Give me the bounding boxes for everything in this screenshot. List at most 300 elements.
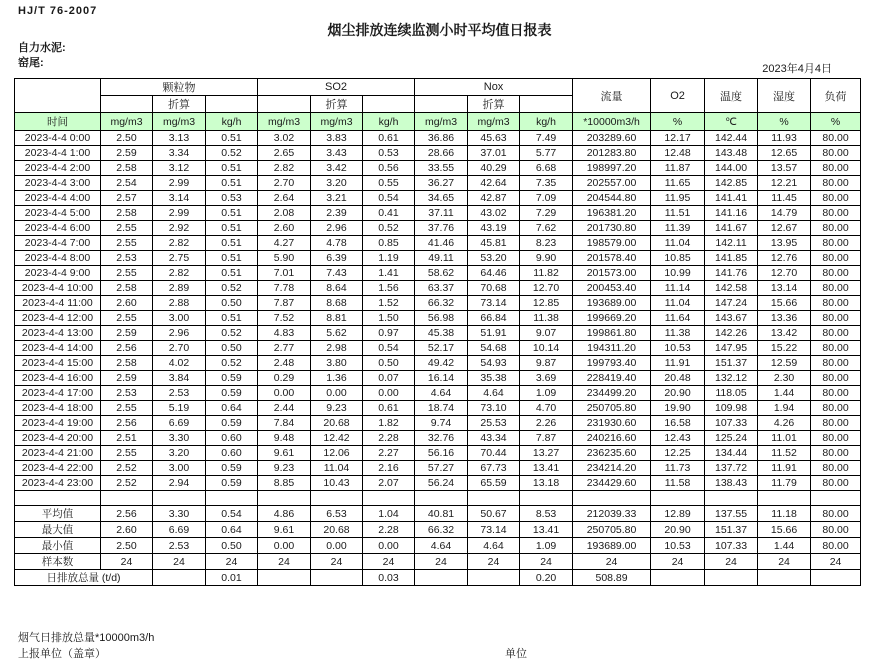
unit-percent: % bbox=[651, 113, 705, 131]
value-cell: 1.04 bbox=[363, 506, 415, 522]
group-load: 负荷 bbox=[811, 79, 861, 113]
row-label-cell: 2023-4-4 8:00 bbox=[15, 251, 101, 266]
value-cell: 1.56 bbox=[363, 281, 415, 296]
row-label-cell: 2023-4-4 5:00 bbox=[15, 206, 101, 221]
value-cell: 0.00 bbox=[258, 538, 311, 554]
row-label-cell: 2023-4-4 16:00 bbox=[15, 371, 101, 386]
value-cell: 4.64 bbox=[415, 538, 468, 554]
value-cell: 20.68 bbox=[311, 416, 363, 431]
value-cell: 141.85 bbox=[705, 251, 758, 266]
value-cell: 3.02 bbox=[258, 131, 311, 146]
value-cell: 2.59 bbox=[101, 371, 153, 386]
value-cell: 7.01 bbox=[258, 266, 311, 281]
value-cell: 2.26 bbox=[520, 416, 573, 431]
value-cell: 2.96 bbox=[153, 326, 206, 341]
row-label-cell: 2023-4-4 12:00 bbox=[15, 311, 101, 326]
value-cell: 70.68 bbox=[468, 281, 520, 296]
value-cell: 80.00 bbox=[811, 281, 861, 296]
value-cell: 1.82 bbox=[363, 416, 415, 431]
value-cell: 63.37 bbox=[415, 281, 468, 296]
value-cell: 12.67 bbox=[758, 221, 811, 236]
value-cell: 250705.80 bbox=[573, 401, 651, 416]
table-row bbox=[15, 206, 861, 221]
value-cell: 11.65 bbox=[651, 176, 705, 191]
value-cell: 2.53 bbox=[153, 538, 206, 554]
value-cell: 11.45 bbox=[758, 191, 811, 206]
value-cell: 1.09 bbox=[520, 386, 573, 401]
value-cell: 5.19 bbox=[153, 401, 206, 416]
value-cell: 4.02 bbox=[153, 356, 206, 371]
value-cell: 1.50 bbox=[363, 311, 415, 326]
value-cell: 2.55 bbox=[101, 446, 153, 461]
value-cell: 43.19 bbox=[468, 221, 520, 236]
value-cell: 2.77 bbox=[258, 341, 311, 356]
value-cell: 12.70 bbox=[520, 281, 573, 296]
table-row bbox=[15, 296, 861, 311]
value-cell: 0.00 bbox=[311, 386, 363, 401]
summary-row bbox=[15, 506, 861, 522]
value-cell: 2.60 bbox=[101, 296, 153, 311]
value-cell: 6.53 bbox=[311, 506, 363, 522]
value-cell: 37.76 bbox=[415, 221, 468, 236]
value-cell: 2.59 bbox=[101, 146, 153, 161]
value-cell: 1.09 bbox=[520, 538, 573, 554]
row-label-cell: 2023-4-4 19:00 bbox=[15, 416, 101, 431]
value-cell: 0.52 bbox=[363, 221, 415, 236]
value-cell: 6.39 bbox=[311, 251, 363, 266]
value-cell: 9.74 bbox=[415, 416, 468, 431]
value-cell: 196381.20 bbox=[573, 206, 651, 221]
value-cell: 0.51 bbox=[206, 311, 258, 326]
value-cell bbox=[705, 570, 758, 586]
site-label: 窑尾: bbox=[18, 57, 44, 69]
value-cell: 20.90 bbox=[651, 522, 705, 538]
value-cell: 234429.60 bbox=[573, 476, 651, 491]
value-cell: 40.81 bbox=[415, 506, 468, 522]
value-cell: 0.50 bbox=[206, 538, 258, 554]
value-cell: 2.82 bbox=[258, 161, 311, 176]
value-cell: 7.52 bbox=[258, 311, 311, 326]
value-cell: 57.27 bbox=[415, 461, 468, 476]
table-row bbox=[15, 431, 861, 446]
report-date: 2023年4月4日 bbox=[762, 63, 832, 75]
value-cell: 2.92 bbox=[153, 221, 206, 236]
value-cell: 0.52 bbox=[206, 146, 258, 161]
value-cell: 18.74 bbox=[415, 401, 468, 416]
row-label-cell: 2023-4-4 6:00 bbox=[15, 221, 101, 236]
value-cell: 5.90 bbox=[258, 251, 311, 266]
table-row bbox=[15, 131, 861, 146]
value-cell: 80.00 bbox=[811, 506, 861, 522]
value-cell: 12.76 bbox=[758, 251, 811, 266]
unit-mgm3: mg/m3 bbox=[468, 113, 520, 131]
value-cell: 2.39 bbox=[311, 206, 363, 221]
value-cell: 1.41 bbox=[363, 266, 415, 281]
value-cell: 142.85 bbox=[705, 176, 758, 191]
unit-flow: *10000m3/h bbox=[573, 113, 651, 131]
value-cell: 2.50 bbox=[101, 131, 153, 146]
value-cell: 13.36 bbox=[758, 311, 811, 326]
value-cell: 3.00 bbox=[153, 461, 206, 476]
unit-mgm3: mg/m3 bbox=[258, 113, 311, 131]
value-cell: 10.85 bbox=[651, 251, 705, 266]
value-cell: 5.62 bbox=[311, 326, 363, 341]
value-cell: 2.53 bbox=[101, 386, 153, 401]
unit-kgh: kg/h bbox=[206, 113, 258, 131]
value-cell: 2.70 bbox=[153, 341, 206, 356]
value-cell: 28.66 bbox=[415, 146, 468, 161]
value-cell: 67.73 bbox=[468, 461, 520, 476]
value-cell: 0.55 bbox=[363, 176, 415, 191]
value-cell: 0.53 bbox=[206, 191, 258, 206]
blank-cell bbox=[258, 96, 311, 113]
value-cell: 3.30 bbox=[153, 506, 206, 522]
table-row bbox=[15, 401, 861, 416]
row-label-cell: 2023-4-4 4:00 bbox=[15, 191, 101, 206]
value-cell: 80.00 bbox=[811, 296, 861, 311]
value-cell: 0.59 bbox=[206, 416, 258, 431]
row-label-cell: 2023-4-4 18:00 bbox=[15, 401, 101, 416]
row-label-cell: 2023-4-4 13:00 bbox=[15, 326, 101, 341]
value-cell: 11.51 bbox=[651, 206, 705, 221]
row-label-cell: 2023-4-4 1:00 bbox=[15, 146, 101, 161]
value-cell: 13.18 bbox=[520, 476, 573, 491]
table-row bbox=[15, 461, 861, 476]
flow-total-note: 烟气日排放总量*10000m3/h bbox=[18, 632, 155, 644]
table-row bbox=[15, 386, 861, 401]
value-cell: 2.99 bbox=[153, 176, 206, 191]
converted-label-pm: 折算 bbox=[153, 96, 206, 113]
table-row bbox=[15, 191, 861, 206]
time-column-header: 时间 bbox=[15, 113, 101, 131]
daily-total-label: 日排放总量 (t/d) bbox=[15, 570, 153, 586]
value-cell: 14.79 bbox=[758, 206, 811, 221]
group-pm: 颗粒物 bbox=[101, 79, 258, 96]
row-label-cell: 2023-4-4 21:00 bbox=[15, 446, 101, 461]
value-cell bbox=[206, 491, 258, 506]
value-cell: 7.49 bbox=[520, 131, 573, 146]
value-cell: 0.59 bbox=[206, 386, 258, 401]
row-label-cell bbox=[15, 491, 101, 506]
value-cell: 12.25 bbox=[651, 446, 705, 461]
value-cell: 199861.80 bbox=[573, 326, 651, 341]
value-cell: 2.82 bbox=[153, 266, 206, 281]
value-cell: 2.52 bbox=[101, 476, 153, 491]
value-cell: 11.87 bbox=[651, 161, 705, 176]
value-cell: 50.67 bbox=[468, 506, 520, 522]
value-cell: 2.60 bbox=[258, 221, 311, 236]
group-so2: SO2 bbox=[258, 79, 415, 96]
value-cell: 0.59 bbox=[206, 476, 258, 491]
value-cell: 147.95 bbox=[705, 341, 758, 356]
value-cell: 8.64 bbox=[311, 281, 363, 296]
unit-percent: % bbox=[811, 113, 861, 131]
row-label-cell: 2023-4-4 20:00 bbox=[15, 431, 101, 446]
header-group-row bbox=[15, 79, 861, 96]
value-cell: 0.51 bbox=[206, 221, 258, 236]
value-cell: 0.00 bbox=[363, 538, 415, 554]
value-cell: 2.08 bbox=[258, 206, 311, 221]
value-cell: 0.85 bbox=[363, 236, 415, 251]
value-cell: 15.66 bbox=[758, 296, 811, 311]
value-cell: 13.57 bbox=[758, 161, 811, 176]
value-cell: 201283.80 bbox=[573, 146, 651, 161]
value-cell: 0.51 bbox=[206, 266, 258, 281]
value-cell: 12.59 bbox=[758, 356, 811, 371]
summary-row bbox=[15, 522, 861, 538]
value-cell: 151.37 bbox=[705, 522, 758, 538]
value-cell: 45.63 bbox=[468, 131, 520, 146]
value-cell: 201730.80 bbox=[573, 221, 651, 236]
value-cell: 65.59 bbox=[468, 476, 520, 491]
value-cell: 2.44 bbox=[258, 401, 311, 416]
value-cell: 11.39 bbox=[651, 221, 705, 236]
value-cell: 7.62 bbox=[520, 221, 573, 236]
value-cell: 73.14 bbox=[468, 296, 520, 311]
value-cell: 3.21 bbox=[311, 191, 363, 206]
unit-mgm3: mg/m3 bbox=[415, 113, 468, 131]
value-cell: 2.96 bbox=[311, 221, 363, 236]
value-cell bbox=[153, 570, 206, 586]
value-cell: 198997.20 bbox=[573, 161, 651, 176]
value-cell bbox=[573, 491, 651, 506]
header-units-row bbox=[15, 113, 861, 131]
value-cell: 80.00 bbox=[811, 356, 861, 371]
row-label-cell: 最小值 bbox=[15, 538, 101, 554]
company-label: 自力水泥: bbox=[18, 42, 66, 54]
value-cell: 228419.40 bbox=[573, 371, 651, 386]
value-cell: 7.84 bbox=[258, 416, 311, 431]
value-cell: 13.41 bbox=[520, 522, 573, 538]
value-cell: 35.38 bbox=[468, 371, 520, 386]
value-cell: 138.43 bbox=[705, 476, 758, 491]
value-cell: 109.98 bbox=[705, 401, 758, 416]
value-cell: 4.78 bbox=[311, 236, 363, 251]
value-cell: 12.06 bbox=[311, 446, 363, 461]
value-cell: 7.29 bbox=[520, 206, 573, 221]
value-cell: 12.89 bbox=[651, 506, 705, 522]
value-cell: 45.81 bbox=[468, 236, 520, 251]
value-cell bbox=[811, 570, 861, 586]
value-cell: 54.68 bbox=[468, 341, 520, 356]
value-cell: 11.95 bbox=[651, 191, 705, 206]
value-cell: 2.30 bbox=[758, 371, 811, 386]
table-row bbox=[15, 371, 861, 386]
value-cell: 9.07 bbox=[520, 326, 573, 341]
value-cell: 11.73 bbox=[651, 461, 705, 476]
value-cell: 2.55 bbox=[101, 401, 153, 416]
value-cell: 132.12 bbox=[705, 371, 758, 386]
table-row bbox=[15, 236, 861, 251]
value-cell: 0.01 bbox=[206, 570, 258, 586]
value-cell: 24 bbox=[363, 554, 415, 570]
value-cell: 66.32 bbox=[415, 296, 468, 311]
value-cell: 2.55 bbox=[101, 236, 153, 251]
value-cell: 2.28 bbox=[363, 431, 415, 446]
value-cell: 0.52 bbox=[206, 326, 258, 341]
value-cell: 41.46 bbox=[415, 236, 468, 251]
value-cell: 6.68 bbox=[520, 161, 573, 176]
value-cell: 24 bbox=[468, 554, 520, 570]
value-cell: 80.00 bbox=[811, 522, 861, 538]
value-cell: 15.22 bbox=[758, 341, 811, 356]
value-cell: 144.00 bbox=[705, 161, 758, 176]
value-cell bbox=[705, 491, 758, 506]
value-cell: 107.33 bbox=[705, 416, 758, 431]
value-cell bbox=[758, 491, 811, 506]
table-row bbox=[15, 341, 861, 356]
value-cell: 201573.00 bbox=[573, 266, 651, 281]
value-cell: 2.52 bbox=[101, 461, 153, 476]
row-label-cell: 样本数 bbox=[15, 554, 101, 570]
value-cell: 42.64 bbox=[468, 176, 520, 191]
value-cell: 107.33 bbox=[705, 538, 758, 554]
table-row bbox=[15, 266, 861, 281]
value-cell: 10.43 bbox=[311, 476, 363, 491]
value-cell: 8.85 bbox=[258, 476, 311, 491]
value-cell: 0.56 bbox=[363, 161, 415, 176]
value-cell bbox=[311, 570, 363, 586]
value-cell: 0.59 bbox=[206, 371, 258, 386]
value-cell: 13.27 bbox=[520, 446, 573, 461]
table-row bbox=[15, 176, 861, 191]
table-row bbox=[15, 251, 861, 266]
value-cell: 1.36 bbox=[311, 371, 363, 386]
value-cell: 2.98 bbox=[311, 341, 363, 356]
value-cell: 3.34 bbox=[153, 146, 206, 161]
value-cell: 2.56 bbox=[101, 341, 153, 356]
value-cell: 2.07 bbox=[363, 476, 415, 491]
value-cell: 80.00 bbox=[811, 311, 861, 326]
value-cell: 1.19 bbox=[363, 251, 415, 266]
row-label-cell: 2023-4-4 11:00 bbox=[15, 296, 101, 311]
value-cell: 24 bbox=[206, 554, 258, 570]
group-o2: O2 bbox=[651, 79, 705, 113]
row-label-cell: 2023-4-4 3:00 bbox=[15, 176, 101, 191]
value-cell: 2.58 bbox=[101, 356, 153, 371]
value-cell: 15.66 bbox=[758, 522, 811, 538]
value-cell: 2.60 bbox=[101, 522, 153, 538]
value-cell bbox=[153, 491, 206, 506]
value-cell: 11.93 bbox=[758, 131, 811, 146]
value-cell: 20.68 bbox=[311, 522, 363, 538]
value-cell: 2.58 bbox=[101, 281, 153, 296]
value-cell: 204544.80 bbox=[573, 191, 651, 206]
value-cell: 80.00 bbox=[811, 431, 861, 446]
table-row bbox=[15, 146, 861, 161]
value-cell: 0.61 bbox=[363, 131, 415, 146]
value-cell: 12.48 bbox=[651, 146, 705, 161]
value-cell: 11.04 bbox=[651, 236, 705, 251]
table-row bbox=[15, 416, 861, 431]
blank-cell bbox=[206, 96, 258, 113]
value-cell: 3.00 bbox=[153, 311, 206, 326]
value-cell bbox=[258, 570, 311, 586]
row-label-cell: 2023-4-4 22:00 bbox=[15, 461, 101, 476]
value-cell: 1.52 bbox=[363, 296, 415, 311]
value-cell: 12.70 bbox=[758, 266, 811, 281]
value-cell: 2.99 bbox=[153, 206, 206, 221]
value-cell: 142.44 bbox=[705, 131, 758, 146]
value-cell: 2.16 bbox=[363, 461, 415, 476]
value-cell: 3.80 bbox=[311, 356, 363, 371]
value-cell: 142.26 bbox=[705, 326, 758, 341]
value-cell: 0.51 bbox=[206, 161, 258, 176]
value-cell bbox=[101, 491, 153, 506]
value-cell: 4.86 bbox=[258, 506, 311, 522]
value-cell: 16.58 bbox=[651, 416, 705, 431]
value-cell: 11.04 bbox=[651, 296, 705, 311]
value-cell: 40.29 bbox=[468, 161, 520, 176]
value-cell: 4.27 bbox=[258, 236, 311, 251]
value-cell: 58.62 bbox=[415, 266, 468, 281]
value-cell: 0.03 bbox=[363, 570, 415, 586]
value-cell: 2.94 bbox=[153, 476, 206, 491]
value-cell bbox=[363, 491, 415, 506]
row-label-cell: 平均值 bbox=[15, 506, 101, 522]
value-cell: 19.90 bbox=[651, 401, 705, 416]
value-cell: 212039.33 bbox=[573, 506, 651, 522]
value-cell: 0.00 bbox=[311, 538, 363, 554]
value-cell: 2.75 bbox=[153, 251, 206, 266]
value-cell: 13.42 bbox=[758, 326, 811, 341]
value-cell: 143.67 bbox=[705, 311, 758, 326]
value-cell: 56.98 bbox=[415, 311, 468, 326]
value-cell: 34.65 bbox=[415, 191, 468, 206]
value-cell: 7.87 bbox=[520, 431, 573, 446]
group-nox: Nox bbox=[415, 79, 573, 96]
value-cell: 234499.20 bbox=[573, 386, 651, 401]
value-cell: 49.42 bbox=[415, 356, 468, 371]
value-cell: 8.68 bbox=[311, 296, 363, 311]
value-cell: 11.79 bbox=[758, 476, 811, 491]
value-cell: 3.83 bbox=[311, 131, 363, 146]
unit-mgm3: mg/m3 bbox=[153, 113, 206, 131]
value-cell: 10.99 bbox=[651, 266, 705, 281]
value-cell: 4.83 bbox=[258, 326, 311, 341]
table-row bbox=[15, 221, 861, 236]
value-cell: 2.55 bbox=[101, 221, 153, 236]
value-cell: 24 bbox=[311, 554, 363, 570]
value-cell: 3.13 bbox=[153, 131, 206, 146]
value-cell: 3.12 bbox=[153, 161, 206, 176]
value-cell: 13.41 bbox=[520, 461, 573, 476]
row-label-cell: 2023-4-4 14:00 bbox=[15, 341, 101, 356]
value-cell: 8.53 bbox=[520, 506, 573, 522]
value-cell: 4.26 bbox=[758, 416, 811, 431]
value-cell: 0.52 bbox=[206, 281, 258, 296]
value-cell: 80.00 bbox=[811, 251, 861, 266]
value-cell: 49.11 bbox=[415, 251, 468, 266]
value-cell: 5.77 bbox=[520, 146, 573, 161]
value-cell: 7.87 bbox=[258, 296, 311, 311]
value-cell: 0.00 bbox=[258, 386, 311, 401]
value-cell: 199669.20 bbox=[573, 311, 651, 326]
value-cell: 2.65 bbox=[258, 146, 311, 161]
value-cell: 56.24 bbox=[415, 476, 468, 491]
value-cell: 9.48 bbox=[258, 431, 311, 446]
value-cell: 0.60 bbox=[206, 446, 258, 461]
group-humidity: 湿度 bbox=[758, 79, 811, 113]
value-cell: 141.41 bbox=[705, 191, 758, 206]
group-temp: 温度 bbox=[705, 79, 758, 113]
blank-cell bbox=[363, 96, 415, 113]
value-cell bbox=[311, 491, 363, 506]
blank-cell bbox=[415, 96, 468, 113]
value-cell: 51.91 bbox=[468, 326, 520, 341]
value-cell: 80.00 bbox=[811, 161, 861, 176]
value-cell: 9.61 bbox=[258, 446, 311, 461]
